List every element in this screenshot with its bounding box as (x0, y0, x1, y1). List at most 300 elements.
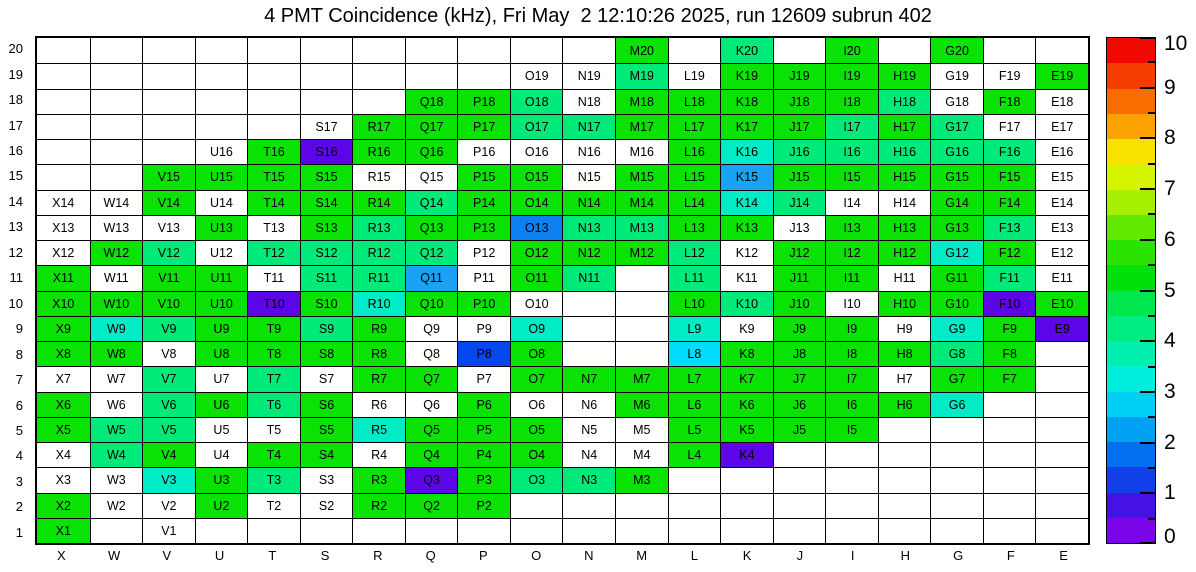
cell-R6: R6 (352, 392, 405, 417)
cell-I13: I13 (825, 215, 878, 240)
cell-J16: J16 (773, 139, 826, 164)
cell-I20: I20 (825, 38, 878, 63)
cell-empty (562, 316, 615, 341)
cell-W13: W13 (90, 215, 143, 240)
cell-X7: X7 (37, 366, 90, 391)
cell-empty (930, 442, 983, 467)
cell-X11: X11 (37, 265, 90, 290)
cell-P14: P14 (457, 190, 510, 215)
cell-L5: L5 (668, 417, 721, 442)
cell-E18: E18 (1035, 89, 1088, 114)
cell-T2: T2 (247, 493, 300, 518)
cell-W9: W9 (90, 316, 143, 341)
cell-L6: L6 (668, 392, 721, 417)
cell-empty (1035, 366, 1088, 391)
cell-K20: K20 (720, 38, 773, 63)
cell-T13: T13 (247, 215, 300, 240)
cell-L19: L19 (668, 63, 721, 88)
x-axis-label: V (162, 548, 172, 563)
cell-empty (405, 518, 458, 543)
cell-G16: G16 (930, 139, 983, 164)
cell-V12: V12 (142, 240, 195, 265)
cell-L7: L7 (668, 366, 721, 391)
x-axis-label: T (268, 548, 277, 563)
cell-Q13: Q13 (405, 215, 458, 240)
cell-S7: S7 (300, 366, 353, 391)
cell-J9: J9 (773, 316, 826, 341)
cell-P17: P17 (457, 114, 510, 139)
cell-S15: S15 (300, 164, 353, 189)
colorbar-band (1107, 417, 1155, 442)
cell-empty (983, 442, 1036, 467)
cell-T16: T16 (247, 139, 300, 164)
cell-X12: X12 (37, 240, 90, 265)
cell-U9: U9 (195, 316, 248, 341)
cell-empty (983, 493, 1036, 518)
y-axis-label: 17 (8, 117, 23, 133)
cell-empty (1035, 518, 1088, 543)
x-axis-label: W (107, 548, 121, 563)
cell-empty (668, 493, 721, 518)
cell-L17: L17 (668, 114, 721, 139)
cell-R7: R7 (352, 366, 405, 391)
cell-empty (1035, 392, 1088, 417)
cell-V7: V7 (142, 366, 195, 391)
cell-W2: W2 (90, 493, 143, 518)
cell-empty (562, 518, 615, 543)
cell-Q16: Q16 (405, 139, 458, 164)
x-axis-label: P (479, 548, 488, 563)
x-axis-label: F (1006, 548, 1015, 563)
cell-I9: I9 (825, 316, 878, 341)
cell-U16: U16 (195, 139, 248, 164)
cell-V13: V13 (142, 215, 195, 240)
cell-F8: F8 (983, 341, 1036, 366)
cell-N14: N14 (562, 190, 615, 215)
cell-U13: U13 (195, 215, 248, 240)
cell-empty (405, 63, 458, 88)
cell-N7: N7 (562, 366, 615, 391)
cell-O8: O8 (510, 341, 563, 366)
cell-I16: I16 (825, 139, 878, 164)
cell-F17: F17 (983, 114, 1036, 139)
cell-S13: S13 (300, 215, 353, 240)
y-axis-label: 7 (15, 372, 23, 388)
cell-empty (247, 114, 300, 139)
cell-S6: S6 (300, 392, 353, 417)
cell-E11: E11 (1035, 265, 1088, 290)
cell-R16: R16 (352, 139, 405, 164)
cell-I18: I18 (825, 89, 878, 114)
y-axis-label: 11 (9, 270, 23, 286)
cell-empty (300, 518, 353, 543)
cell-S8: S8 (300, 341, 353, 366)
cell-empty (615, 291, 668, 316)
cell-L13: L13 (668, 215, 721, 240)
y-axis-label: 20 (8, 41, 23, 57)
cell-O6: O6 (510, 392, 563, 417)
cell-K7: K7 (720, 366, 773, 391)
cell-N3: N3 (562, 467, 615, 492)
x-axis-label: E (1059, 548, 1068, 563)
cell-Q14: Q14 (405, 190, 458, 215)
cell-U3: U3 (195, 467, 248, 492)
cell-empty (90, 114, 143, 139)
colorbar-band (1107, 467, 1155, 492)
cell-empty (668, 518, 721, 543)
cell-K15: K15 (720, 164, 773, 189)
cell-R4: R4 (352, 442, 405, 467)
cell-empty (352, 89, 405, 114)
cell-V14: V14 (142, 190, 195, 215)
cell-M18: M18 (615, 89, 668, 114)
cell-F19: F19 (983, 63, 1036, 88)
cell-I17: I17 (825, 114, 878, 139)
cell-H6: H6 (878, 392, 931, 417)
cell-S11: S11 (300, 265, 353, 290)
cell-F16: F16 (983, 139, 1036, 164)
cell-empty (37, 164, 90, 189)
cell-P3: P3 (457, 467, 510, 492)
cell-G18: G18 (930, 89, 983, 114)
cell-G12: G12 (930, 240, 983, 265)
cell-O12: O12 (510, 240, 563, 265)
cell-O14: O14 (510, 190, 563, 215)
cell-empty (720, 467, 773, 492)
cell-T10: T10 (247, 291, 300, 316)
cell-O16: O16 (510, 139, 563, 164)
cell-empty (90, 518, 143, 543)
cell-empty (720, 493, 773, 518)
cell-V6: V6 (142, 392, 195, 417)
cell-S3: S3 (300, 467, 353, 492)
cell-U7: U7 (195, 366, 248, 391)
cell-U5: U5 (195, 417, 248, 442)
cell-P16: P16 (457, 139, 510, 164)
cell-empty (930, 518, 983, 543)
cell-W4: W4 (90, 442, 143, 467)
cell-V8: V8 (142, 341, 195, 366)
colorbar-band (1107, 89, 1155, 114)
cell-W10: W10 (90, 291, 143, 316)
cell-S16: S16 (300, 139, 353, 164)
cell-empty (1035, 417, 1088, 442)
cell-empty (773, 38, 826, 63)
cell-empty (562, 291, 615, 316)
cell-W7: W7 (90, 366, 143, 391)
cell-K6: K6 (720, 392, 773, 417)
cell-M13: M13 (615, 215, 668, 240)
cell-S10: S10 (300, 291, 353, 316)
colorbar-band (1107, 38, 1155, 63)
cell-J18: J18 (773, 89, 826, 114)
cell-X8: X8 (37, 341, 90, 366)
cell-T7: T7 (247, 366, 300, 391)
chart-title: 4 PMT Coincidence (kHz), Fri May 2 12:10:26 2025, run 12609 subrun 402 (264, 5, 932, 27)
cell-F9: F9 (983, 316, 1036, 341)
cell-F15: F15 (983, 164, 1036, 189)
colorbar-band (1107, 493, 1155, 518)
cell-U4: U4 (195, 442, 248, 467)
cell-M19: M19 (615, 63, 668, 88)
y-axis-label: 10 (8, 295, 23, 311)
cell-empty (247, 38, 300, 63)
cell-empty (1035, 442, 1088, 467)
cell-empty (773, 467, 826, 492)
cell-J17: J17 (773, 114, 826, 139)
cell-O7: O7 (510, 366, 563, 391)
cell-N13: N13 (562, 215, 615, 240)
cell-E9: E9 (1035, 316, 1088, 341)
x-axis-label: R (373, 548, 383, 563)
cell-empty (825, 442, 878, 467)
cell-W5: W5 (90, 417, 143, 442)
y-axis-label: 3 (15, 473, 23, 489)
cell-K11: K11 (720, 265, 773, 290)
cell-empty (615, 518, 668, 543)
cell-L14: L14 (668, 190, 721, 215)
cell-L4: L4 (668, 442, 721, 467)
cell-H16: H16 (878, 139, 931, 164)
cell-empty (878, 38, 931, 63)
x-axis-label: X (57, 548, 66, 563)
cell-G15: G15 (930, 164, 983, 189)
colorbar-tick-label: 3 (1164, 379, 1176, 403)
cell-H15: H15 (878, 164, 931, 189)
y-axis-label: 5 (15, 423, 23, 439)
cell-empty (142, 63, 195, 88)
cell-G7: G7 (930, 366, 983, 391)
cell-J12: J12 (773, 240, 826, 265)
x-axis-label: U (214, 548, 225, 563)
cell-G19: G19 (930, 63, 983, 88)
colorbar-tick-label: 9 (1164, 75, 1176, 99)
cell-R13: R13 (352, 215, 405, 240)
cell-R14: R14 (352, 190, 405, 215)
cell-L10: L10 (668, 291, 721, 316)
cell-empty (247, 518, 300, 543)
cell-K10: K10 (720, 291, 773, 316)
cell-S2: S2 (300, 493, 353, 518)
cell-P18: P18 (457, 89, 510, 114)
cell-M7: M7 (615, 366, 668, 391)
cell-R17: R17 (352, 114, 405, 139)
cell-I5: I5 (825, 417, 878, 442)
cell-empty (142, 38, 195, 63)
cell-K5: K5 (720, 417, 773, 442)
colorbar-band (1107, 63, 1155, 88)
cell-Q8: Q8 (405, 341, 458, 366)
colorbar-band (1107, 291, 1155, 316)
cell-empty (930, 467, 983, 492)
cell-empty (1035, 38, 1088, 63)
x-axis-label: K (742, 548, 752, 563)
cell-T12: T12 (247, 240, 300, 265)
cell-N16: N16 (562, 139, 615, 164)
cell-I10: I10 (825, 291, 878, 316)
cell-I11: I11 (825, 265, 878, 290)
cell-Q9: Q9 (405, 316, 458, 341)
cell-X9: X9 (37, 316, 90, 341)
cell-empty (878, 417, 931, 442)
cell-O3: O3 (510, 467, 563, 492)
cell-empty (1035, 341, 1088, 366)
cell-H12: H12 (878, 240, 931, 265)
cell-Q2: Q2 (405, 493, 458, 518)
cell-empty (142, 89, 195, 114)
cell-H11: H11 (878, 265, 931, 290)
cell-U2: U2 (195, 493, 248, 518)
cell-Q12: Q12 (405, 240, 458, 265)
cell-empty (352, 518, 405, 543)
cell-W6: W6 (90, 392, 143, 417)
cell-empty (983, 392, 1036, 417)
cell-empty (668, 467, 721, 492)
cell-G10: G10 (930, 291, 983, 316)
cell-empty (720, 518, 773, 543)
cell-empty (457, 38, 510, 63)
cell-empty (90, 63, 143, 88)
y-axis-label: 4 (15, 448, 23, 464)
cell-X10: X10 (37, 291, 90, 316)
cell-empty (615, 316, 668, 341)
cell-K16: K16 (720, 139, 773, 164)
colorbar-tick-label: 10 (1164, 32, 1188, 55)
cell-empty (195, 518, 248, 543)
cell-H8: H8 (878, 341, 931, 366)
cell-I6: I6 (825, 392, 878, 417)
x-axis (35, 548, 1090, 568)
y-axis-label: 6 (15, 397, 23, 413)
cell-empty (878, 493, 931, 518)
cell-W14: W14 (90, 190, 143, 215)
cell-G9: G9 (930, 316, 983, 341)
cell-F18: F18 (983, 89, 1036, 114)
cell-V5: V5 (142, 417, 195, 442)
cell-G13: G13 (930, 215, 983, 240)
cell-I15: I15 (825, 164, 878, 189)
cell-J13: J13 (773, 215, 826, 240)
cell-empty (90, 139, 143, 164)
cell-empty (247, 89, 300, 114)
cell-X2: X2 (37, 493, 90, 518)
cell-P7: P7 (457, 366, 510, 391)
colorbar (1106, 37, 1156, 544)
cell-S12: S12 (300, 240, 353, 265)
cell-empty (142, 114, 195, 139)
cell-empty (457, 63, 510, 88)
cell-F14: F14 (983, 190, 1036, 215)
cell-empty (195, 89, 248, 114)
cell-J15: J15 (773, 164, 826, 189)
cell-V1: V1 (142, 518, 195, 543)
cell-empty (195, 114, 248, 139)
cell-M15: M15 (615, 164, 668, 189)
cell-V11: V11 (142, 265, 195, 290)
cell-empty (773, 493, 826, 518)
cell-H19: H19 (878, 63, 931, 88)
cell-N18: N18 (562, 89, 615, 114)
cell-J6: J6 (773, 392, 826, 417)
cell-G17: G17 (930, 114, 983, 139)
cell-O9: O9 (510, 316, 563, 341)
y-axis-label: 16 (8, 143, 23, 159)
cell-empty (90, 164, 143, 189)
cell-S9: S9 (300, 316, 353, 341)
cell-O10: O10 (510, 291, 563, 316)
cell-P2: P2 (457, 493, 510, 518)
cell-empty (878, 467, 931, 492)
cell-empty (405, 38, 458, 63)
cell-empty (825, 467, 878, 492)
cell-R11: R11 (352, 265, 405, 290)
cell-T9: T9 (247, 316, 300, 341)
colorbar-tick-label: 2 (1164, 430, 1176, 454)
cell-empty (615, 493, 668, 518)
cell-Q7: Q7 (405, 366, 458, 391)
cell-empty (562, 341, 615, 366)
cell-empty (90, 38, 143, 63)
y-axis-label: 13 (8, 219, 23, 235)
cell-G11: G11 (930, 265, 983, 290)
cell-I14: I14 (825, 190, 878, 215)
cell-H18: H18 (878, 89, 931, 114)
cell-J10: J10 (773, 291, 826, 316)
cell-T8: T8 (247, 341, 300, 366)
cell-L11: L11 (668, 265, 721, 290)
x-axis-label: L (690, 548, 698, 563)
cell-U6: U6 (195, 392, 248, 417)
cell-Q4: Q4 (405, 442, 458, 467)
cell-G14: G14 (930, 190, 983, 215)
cell-E13: E13 (1035, 215, 1088, 240)
cell-M14: M14 (615, 190, 668, 215)
cell-X13: X13 (37, 215, 90, 240)
cell-empty (983, 518, 1036, 543)
cell-empty (562, 493, 615, 518)
cell-V15: V15 (142, 164, 195, 189)
cell-empty (562, 38, 615, 63)
cell-T4: T4 (247, 442, 300, 467)
cell-K12: K12 (720, 240, 773, 265)
cell-J8: J8 (773, 341, 826, 366)
cell-R10: R10 (352, 291, 405, 316)
cell-P12: P12 (457, 240, 510, 265)
cell-J11: J11 (773, 265, 826, 290)
y-axis-label: 18 (8, 92, 23, 108)
cell-R9: R9 (352, 316, 405, 341)
y-axis-label: 19 (8, 66, 23, 82)
cell-P8: P8 (457, 341, 510, 366)
cell-empty (983, 467, 1036, 492)
cell-M16: M16 (615, 139, 668, 164)
cell-P11: P11 (457, 265, 510, 290)
cell-empty (773, 518, 826, 543)
cell-U10: U10 (195, 291, 248, 316)
cell-empty (352, 38, 405, 63)
heatmap-grid (35, 36, 1090, 545)
cell-empty (878, 442, 931, 467)
cell-O4: O4 (510, 442, 563, 467)
x-axis-label: H (900, 548, 911, 563)
y-axis-label: 8 (15, 346, 23, 362)
colorbar-tick-label: 7 (1164, 177, 1176, 201)
cell-Q3: Q3 (405, 467, 458, 492)
cell-empty (1035, 493, 1088, 518)
cell-empty (37, 139, 90, 164)
cell-H13: H13 (878, 215, 931, 240)
cell-P9: P9 (457, 316, 510, 341)
